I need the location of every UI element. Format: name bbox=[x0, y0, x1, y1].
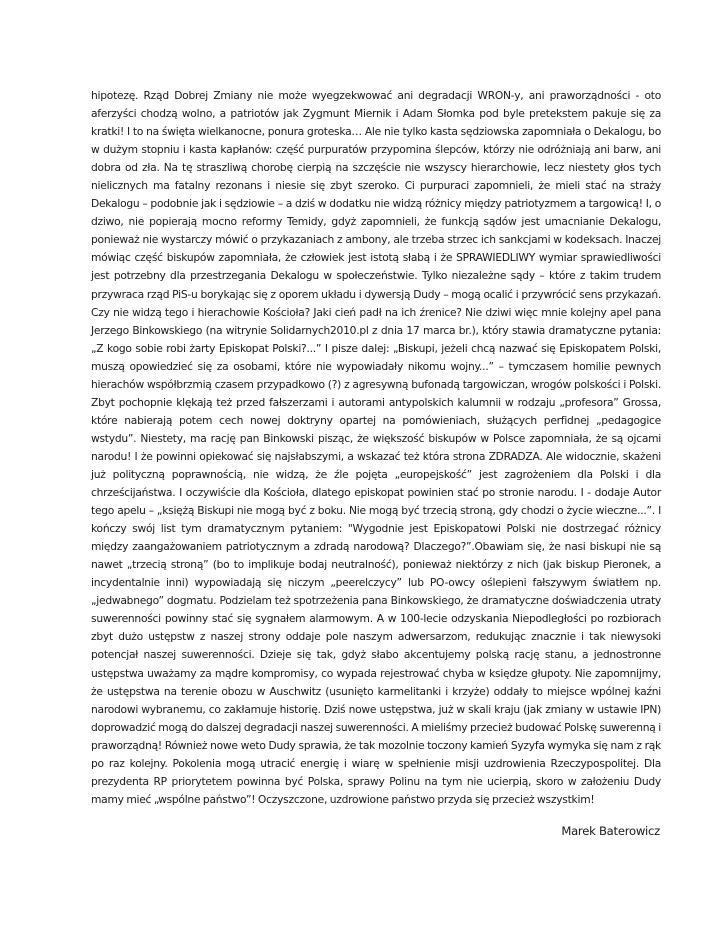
article-body-text: hipotezę. Rząd Dobrej Zmiany nie może wyegzekwować ani degradacji WRON-y, ani praworządności - oto aferzyści chodzą wolno, a patriotów jak Zygmunt Miernik i Adam Słomka pod byle pretekstem pakuje się za kratki! I to na święta wielkanocne, ponura groteska… Ale nie tylko kasta sędziowska zapomniała o Dekalogu, bo w dużym stopniu i kasta kapłanów: część purpuratów przypomina ślepców, którzy nie odróżniają ani barw, ani dobra od zła. Na tę straszliwą chorobę cierpią na szczęście nie wszyscy hierarchowie, lecz niestety głos tych nielicznych ma fatalny rezonans i niesie się zbyt szeroko. Ci purpuraci zapomnieli, że mieli stać na straży Dekalogu – podobnie jak i sędziowie – a dziś w dodatku nie widzą różnicy między patriotyzmem a targowicą! I, o dziwo, nie popierają mocno reformy Temidy, gdyż zapomnieli, że funkcją sądów jest umacnianie Dekalogu, ponieważ nie wystarczy mówić o przykazaniach z ambony, ale trzeba strzec ich sankcjami w kodeksach. Inaczej mówiąc część biskupów zapomniała, że człowiek jest istotą słabą i że SPRAWIEDLIWY wymiar sprawiedliwości jest potrzebny dla przestrzegania Dekalogu w społeczeństwie. Tylko niezależne sądy – które z takim trudem przywraca rząd PiS-u borykając się z oporem układu i dywersją Dudy – mogą ocalić i przywrócić sens przykazań. Czy nie widzą tego i hierachowie Kościoła? Jaki cień padł na ich źrenice? Nie dziwi więc mnie kolejny apel pana Jerzego Binkowskiego (na witrynie Solidarnych2010.pl z dnia 17 marca br.), który stawia dramatyczne pytania: „Z kogo sobie robi żarty Episkopat Polski?...” I pisze dalej: „Biskupi, jeżeli chcą nazwać się Episkopatem Polski, muszą opowiedzieć się za osobami, które nie wypowiadały nikomu wojny...” – tymczasem homilie pewnych hierachów współbrzmią czasem przypadkowo (?) z agresywną bufonadą targowiczan, wrogów polskości i Polski. Zbyt pochopnie klękają też przed fałszerzami i autorami antypolskich kalumnii w rodzaju „profesora” Grossa, które nabierają potem cech nowej doktryny opartej na pomówieniach, służących perfidnej „pedagogice wstydu”. Niestety, ma rację pan Binkowski pisząc, że większość biskupów w Polsce zapomniała, że są ojcami narodu! I że powinni opiekować się najsłabszymi, a wskazać też która strona ZDRADZA. Ale widocznie, skażeni już polityczną poprawnością, nie widzą, że źle pojęta „europejskość” jest zagrożeniem dla Polski i dla chrześcijaństwa. I oczywiście dla Kościoła, dlatego episkopat powinien stać po stronie narodu. I - dodaje Autor tego apelu – „księżą Biskupi nie mogą być z boku. Nie mogą być trzecią stroną, gdy chodzi o życie wieczne...”. I kończy swój list tym dramatycznym pytaniem: "Wygodnie jest Episkopatowi Polski nie dostrzegać różnicy między zaangażowaniem patriotycznym a zdradą narodową? Dlaczego?”.Obawiam się, że nasi biskupi nie są nawet „trzecią stroną” (bo to implikuje bodaj neutralność), ponieważ niektórzy z nich (jak biskup Pieronek, a incydentalnie inni) wypowiadają się niczym „peerelczycy” lub PO-owcy oślepieni fałszywym światłem np. „jedwabnego” dogmatu. Podzielam też spotrzeżenia pana Binkowskiego, że dramatyczne doświadczenia utraty suwerenności powinny stać się sygnałem alarmowym. A w 100-lecie odzyskania Niepodległości po rozbiorach zbyt dużo ustępstw z naszej strony oddaje pole naszym adwersarzom, redukując znacznie i tak niewysoki potencjał naszej suwerenności. Dzieje się tak, gdyż słabo akcentujemy polską rację stanu, a jednostronne ustępstwa uważamy za mądre kompromisy, co wypada rejestrować chyba w księdze głupoty. Nie zapomnijmy, że ustępstwa na terenie obozu w Auschwitz (usunięto karmelitanki i krzyże) oddały to miejsce wpólnej kaźni narodowi wybranemu, co zakłamuje historię. Dziś nowe ustępstwa, już w skali kraju (jak zmiany w ustawie IPN) doprowadzić mogą do dalszej degradacji naszej suwerenności. A mieliśmy przecież budować Polskę suwerenną i praworządną! Również nowe weto Dudy sprawia, że tak mozolnie toczony kamień Syzyfa wymyka się nam z rąk po raz kolejny. Pokolenia mogą utracić energię i wiarę w spełnienie misji uzdrowienia Rzeczypospolitej. Dla prezydenta RP priorytetem powinna być Polska, sprawy Polinu na tym nie ucierpią, skoro w założeniu Dudy mamy mieć „wspólne państwo”! Oczyszczone, uzdrowione państwo przyda się przecież wszystkim! bbox=[91, 89, 661, 806]
author-signature: Marek Baterowicz bbox=[561, 824, 660, 838]
